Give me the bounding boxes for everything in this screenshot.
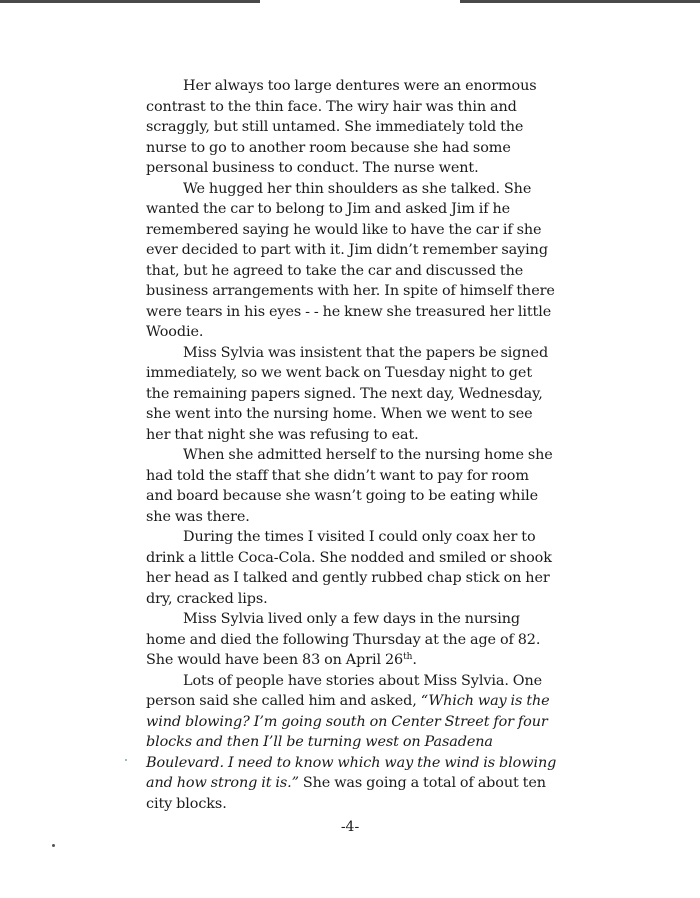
paragraph-text: When she admitted herself to the nursing home she had told the staff that she didn’t want to pay for room and board because she wasn’t going to be eating while she was there. [146,447,553,525]
scan-edge-mark [460,0,700,3]
paragraph-5 [146,527,558,609]
page-number: -4- [340,819,360,835]
paragraph-6 [146,609,558,671]
paragraph-text: We hugged her thin shoulders as she talked. She wanted the car to belong to Jim and asked Jim if he remembered saying he would like to have the car if she ever decided to part with it. Jim didn’t remember saying that, but he agreed to take the car and discussed the business arrangements with her. In spite of himself there were tears in his eyes - - he knew she treasured her little Woodie. [146,180,555,340]
paragraph-text: During the times I visited I could only coax her to drink a little Coca-Cola. She nodded and smiled or shook her head as I talked and gently rubbed chap stick on her dry, cracked lips. [146,529,552,607]
quoted-question: “Which way is the wind blowing? I’m going south on Center Street for four blocks and then I’ll be turning west on Pasadena Boulevard. I need to know which way the wind is blowing and how strong it is.” [146,693,557,791]
paragraph-4 [146,445,558,527]
ordinal-suffix: th [403,652,413,662]
paragraph-2 [146,179,558,343]
paragraph-7 [146,671,558,815]
scan-speck [52,844,55,847]
paragraph-1 [146,76,558,179]
scan-speck [125,759,127,761]
paragraph-text: Her always too large dentures were an enormous contrast to the thin face. The wiry hair was thin and scraggly, but still untamed. She immediately told the nurse to go to another room because she had some personal business to conduct. The nurse went. [146,78,537,176]
paragraph-text: She was going a total of about ten city blocks. [146,775,546,812]
paragraph-3 [146,343,558,446]
paragraph-text: Miss Sylvia lived only a few days in the nursing home and died the following Thursday at the age of 82. She would have been 83 on April 26 [146,611,541,668]
scan-edge-mark [0,0,260,3]
body-text [146,76,558,814]
paragraph-text: Miss Sylvia was insistent that the papers be signed immediately, so we went back on Tuesday night to get the remaining papers signed. The next day, Wednesday, she went into the nursing home. When we went to see her that night she was refusing to eat. [146,344,549,443]
paragraph-text: . [412,652,417,668]
paragraph-text: Lots of people have stories about Miss Sylvia. One person said she called him and asked, [146,672,543,709]
